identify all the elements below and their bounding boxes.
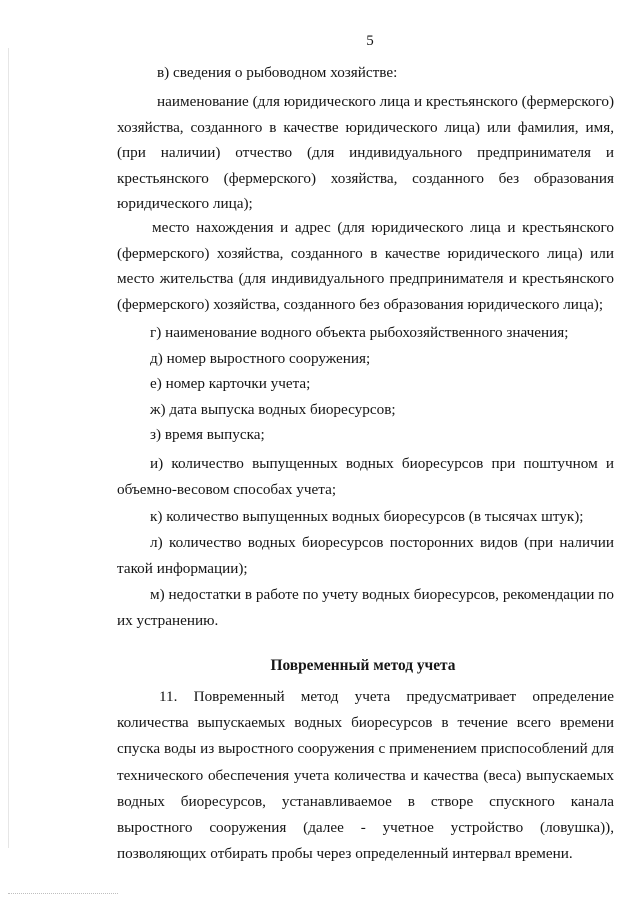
paragraph-k: к) количество выпущенных водных биоресурсов (в тысячах штук); bbox=[150, 508, 584, 525]
paragraph-i: и) количество выпущенных водных биоресурсов при поштучном и объемно-весовом способах учета; bbox=[117, 455, 614, 498]
paragraph-v: в) сведения о рыбоводном хозяйстве: bbox=[157, 64, 398, 81]
paragraph-z: з) время выпуска; bbox=[150, 426, 265, 443]
paragraph-mesto: место нахождения и адрес (для юридического лица и крестьянского (фермерского) хозяйства, созданного в качестве юридического лица) или место жительства (для индивидуального предпринимателя и крестьянского (фермерского) хозяйства, созданного без образования юридического лица); bbox=[117, 219, 614, 313]
paragraph-zh: ж) дата выпуска водных биоресурсов; bbox=[150, 401, 396, 418]
paragraph-l: л) количество водных биоресурсов посторонних видов (при наличии такой информации); bbox=[117, 534, 614, 577]
paragraph-e: е) номер карточки учета; bbox=[150, 375, 311, 392]
page-number: 5 bbox=[366, 33, 374, 49]
scan-footer-marks bbox=[8, 893, 118, 895]
paragraph-m: м) недостатки в работе по учету водных биоресурсов, рекомендации по их устранению. bbox=[117, 586, 614, 629]
paragraph-11: 11. Повременный метод учета предусматривает определение количества выпускаемых водных биоресурсов в течение всего времени спуска воды из выростного сооружения с применением приспособлений для технического обеспечения учета количества и качества (веса) выпускаемых водных биоресурсов, устанавливаемое в створе спускного канала выростного сооружения (далее - учетное устройство (ловушка)), позволяющих отбирать пробы через определенный интервал времени. bbox=[117, 688, 614, 863]
section-heading: Повременный метод учета bbox=[270, 657, 456, 674]
paragraph-naimenovanie: наименование (для юридического лица и крестьянского (фермерского) хозяйства, созданного в качестве юридического лица) или фамилия, имя, (при наличии) отчество (для индивидуального предпринимателя и крестьянского (фермерского) хозяйства, созданного без образования юридического лица); bbox=[117, 93, 614, 212]
paragraph-d: д) номер выростного сооружения; bbox=[150, 350, 371, 367]
scan-edge-line bbox=[8, 48, 9, 848]
paragraph-g: г) наименование водного объекта рыбохозяйственного значения; bbox=[150, 324, 569, 341]
